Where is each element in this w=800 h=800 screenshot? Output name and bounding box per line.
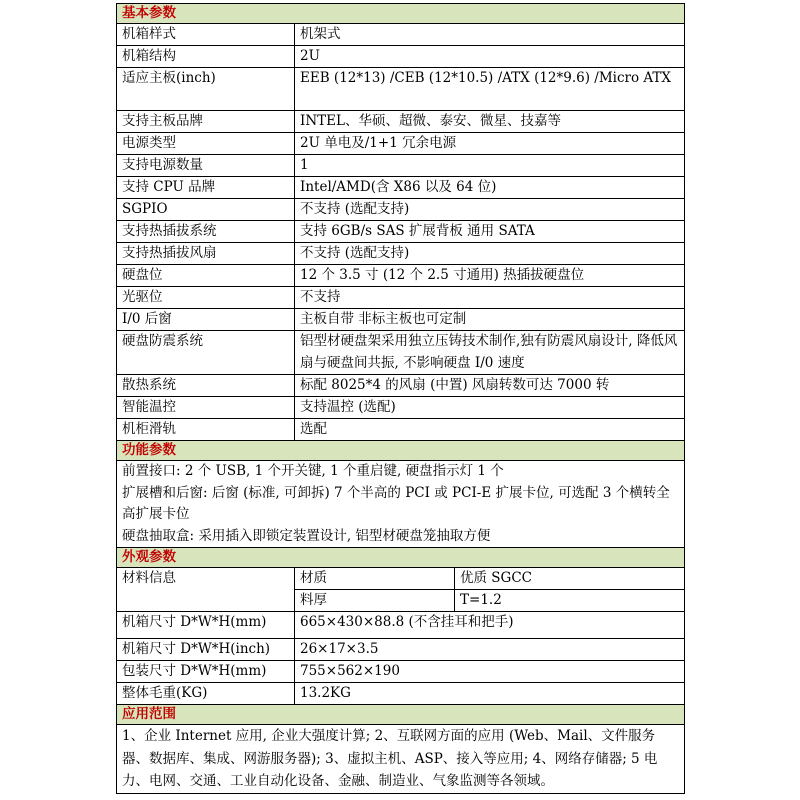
table-row — [117, 375, 685, 397]
table-row — [117, 111, 685, 133]
section-title-function: 功能参数 — [117, 441, 685, 461]
row-label: 机箱结构 — [117, 46, 295, 68]
function-line-front: 前置接口: 2 个 USB, 1 个开关键, 1 个重启键, 硬盘指示灯 1 个 — [122, 463, 504, 479]
row-label: 支持热插拔系统 — [117, 221, 295, 243]
row-value: 26×17×3.5 — [295, 639, 685, 661]
row-label: 包装尺寸 D*W*H(mm) — [117, 661, 295, 683]
row-label: 机箱尺寸 D*W*H(mm) — [117, 612, 295, 639]
row-label: 支持 CPU 品牌 — [117, 177, 295, 199]
row-value: 不支持 (选配支持) — [295, 243, 685, 265]
table-row — [117, 331, 685, 375]
row-label: 智能温控 — [117, 397, 295, 419]
row-value: 机架式 — [295, 24, 685, 46]
row-label: 机箱尺寸 D*W*H(inch) — [117, 639, 295, 661]
row-label: 硬盘位 — [117, 265, 295, 287]
section-title-basic: 基本参数 — [117, 4, 685, 24]
spec-table — [116, 3, 685, 794]
table-row — [117, 46, 685, 68]
row-label: 支持主板品牌 — [117, 111, 295, 133]
application-row — [117, 725, 685, 794]
row-value: 不支持 — [295, 287, 685, 309]
table-row — [117, 24, 685, 46]
row-label: SGPIO — [117, 199, 295, 221]
table-row — [117, 68, 685, 111]
row-value: Intel/AMD(含 X86 以及 64 位) — [295, 177, 685, 199]
row-value: 选配 — [295, 419, 685, 441]
row-value: 12 个 3.5 寸 (12 个 2.5 寸通用) 热插拔硬盘位 — [295, 265, 685, 287]
thickness-name: 料厚 — [295, 590, 455, 612]
table-row — [117, 287, 685, 309]
application-text: 1、企业 Internet 应用, 企业大强度计算; 2、互联网方面的应用 (Web、Mail、文件服务器、数据库、集成、网游服务器); 3、虚拟主机、ASP、接入等应用; 4、网络存储器; 5 电力、电网、交通、工业自动化设备、金融、制造业、气象监测等各领域。 — [117, 725, 685, 794]
table-row — [117, 133, 685, 155]
row-value: 支持温控 (选配) — [295, 397, 685, 419]
row-label: 硬盘防震系统 — [117, 331, 295, 375]
row-value: 铝型材硬盘架采用独立压铸技术制作,独有防震风扇设计, 降低风扇与硬盘间共振, 不影响硬盘 I/0 速度 — [295, 331, 685, 375]
row-label: 机柜滑轨 — [117, 419, 295, 441]
table-row — [117, 419, 685, 441]
row-value: 不支持 (选配支持) — [295, 199, 685, 221]
table-row — [117, 177, 685, 199]
row-value: 1 — [295, 155, 685, 177]
function-line-drive-tray: 硬盘抽取盒: 采用插入即锁定装置设计, 铝型材硬盘笼抽取方便 — [122, 527, 491, 544]
table-row — [117, 265, 685, 287]
row-value: 665×430×88.8 (不含挂耳和把手) — [295, 612, 685, 639]
section-header-appearance — [117, 548, 685, 568]
table-row — [117, 397, 685, 419]
table-row — [117, 683, 685, 705]
row-value: 主板自带 非标主板也可定制 — [295, 309, 685, 331]
row-value: INTEL、华硕、超微、泰安、微星、技嘉等 — [295, 111, 685, 133]
row-value: EEB (12*13) /CEB (12*10.5) /ATX (12*9.6) /Micro ATX — [295, 68, 685, 111]
section-header-function — [117, 441, 685, 461]
row-value: 2U 单电及/1+1 冗余电源 — [295, 133, 685, 155]
function-row — [117, 461, 685, 548]
table-row — [117, 221, 685, 243]
table-row — [117, 639, 685, 661]
material-value: 优质 SGCC — [455, 568, 685, 590]
row-label: 支持热插拔风扇 — [117, 243, 295, 265]
table-row — [117, 568, 685, 590]
row-label: I/0 后窗 — [117, 309, 295, 331]
function-line-expansion: 扩展槽和后窗: 后窗 (标准, 可卸拆) 7 个半高的 PCI 或 PCI-E 扩展卡位, 可选配 3 个横转全高扩展卡位 — [122, 484, 670, 522]
row-value: 2U — [295, 46, 685, 68]
table-row — [117, 199, 685, 221]
row-label: 支持电源数量 — [117, 155, 295, 177]
material-label: 材料信息 — [117, 568, 295, 612]
row-label: 光驱位 — [117, 287, 295, 309]
row-value: 13.2KG — [295, 683, 685, 705]
row-value: 755×562×190 — [295, 661, 685, 683]
function-text — [117, 461, 685, 548]
row-label: 适应主板(inch) — [117, 68, 295, 111]
material-name: 材质 — [295, 568, 455, 590]
table-row — [117, 243, 685, 265]
row-label: 电源类型 — [117, 133, 295, 155]
row-label: 机箱样式 — [117, 24, 295, 46]
section-title-application: 应用范围 — [117, 705, 685, 725]
table-row — [117, 155, 685, 177]
row-label: 整体毛重(KG) — [117, 683, 295, 705]
table-row — [117, 309, 685, 331]
section-header-basic — [117, 4, 685, 24]
section-title-appearance: 外观参数 — [117, 548, 685, 568]
thickness-value: T=1.2 — [455, 590, 685, 612]
table-row — [117, 661, 685, 683]
section-header-application — [117, 705, 685, 725]
table-row — [117, 612, 685, 639]
row-label: 散热系统 — [117, 375, 295, 397]
row-value: 标配 8025*4 的风扇 (中置) 风扇转数可达 7000 转 — [295, 375, 685, 397]
row-value: 支持 6GB/s SAS 扩展背板 通用 SATA — [295, 221, 685, 243]
